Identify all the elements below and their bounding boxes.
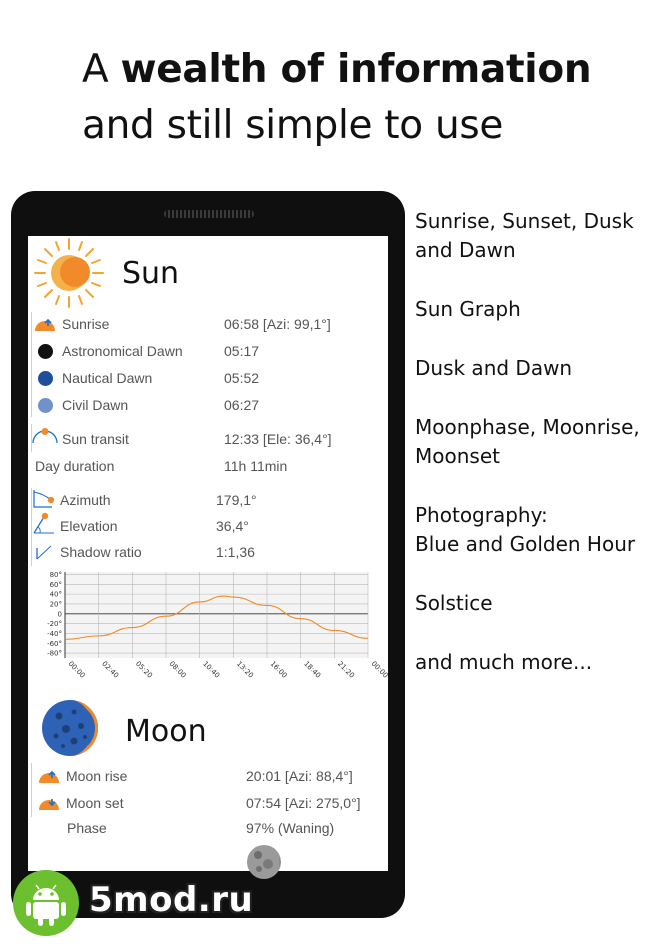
chart-y-tick-label: -80° bbox=[47, 649, 62, 658]
feature-item: Dusk and Dawn bbox=[415, 356, 573, 380]
row-value: 05:17 bbox=[224, 343, 260, 359]
civil-dawn-dot-icon bbox=[38, 398, 53, 413]
row-value: 06:27 bbox=[224, 397, 260, 413]
chart-y-tick-label: -20° bbox=[47, 620, 62, 629]
moon-phase-icon bbox=[246, 844, 282, 880]
chart-x-tick-label: 10:40 bbox=[201, 659, 222, 680]
sun-elevation-chart[interactable] bbox=[33, 568, 390, 688]
sun-row-elevation bbox=[28, 515, 388, 539]
moon-title: Moon bbox=[125, 714, 207, 749]
headline-line-2: and still simple to use bbox=[82, 103, 504, 148]
row-label: Phase bbox=[67, 820, 107, 836]
nautical-dawn-dot-icon bbox=[38, 371, 53, 386]
chart-x-tick-label: 00:00 bbox=[369, 659, 390, 680]
moon-row-phase bbox=[28, 817, 388, 841]
row-value: 06:58 [Azi: 99,1°] bbox=[224, 316, 331, 332]
sun-row-sunrise bbox=[28, 313, 388, 337]
phone-frame bbox=[11, 191, 405, 918]
row-value: 1:1,36 bbox=[216, 544, 255, 560]
sun-row-azimuth bbox=[28, 489, 388, 513]
sun-icon bbox=[32, 236, 106, 310]
headline-line-1 bbox=[82, 42, 591, 98]
row-label: Sun transit bbox=[62, 431, 129, 447]
watermark-brand: 5mod.ru bbox=[89, 880, 254, 920]
feature-item: Sunrise, Sunset, Dusk and Dawn bbox=[415, 209, 634, 262]
sun-row-astronomical-dawn bbox=[28, 340, 388, 364]
azimuth-icon bbox=[32, 488, 56, 508]
feature-item: Moonphase, Moonrise, Moonset bbox=[415, 415, 640, 468]
row-label: Civil Dawn bbox=[62, 397, 129, 413]
row-label: Azimuth bbox=[60, 492, 111, 508]
chart-y-tick-label: 0 bbox=[57, 610, 62, 619]
row-value: 179,1° bbox=[216, 492, 257, 508]
sun-row-civil-dawn bbox=[28, 394, 388, 418]
moonrise-icon bbox=[38, 770, 60, 784]
row-value: 20:01 [Azi: 88,4°] bbox=[246, 768, 353, 784]
chart-x-tick-label: 00:00 bbox=[66, 659, 87, 680]
moon-row-moonset bbox=[28, 792, 388, 816]
sun-title: Sun bbox=[122, 256, 180, 291]
chart-y-tick-label: -40° bbox=[47, 629, 62, 638]
moon-row-moonrise bbox=[28, 765, 388, 789]
row-label: Moon set bbox=[66, 795, 124, 811]
app-screen[interactable] bbox=[28, 236, 388, 871]
row-label: Nautical Dawn bbox=[62, 370, 153, 386]
chart-x-tick-label: 21:20 bbox=[335, 659, 356, 680]
sun-row-shadow-ratio bbox=[28, 541, 388, 565]
chart-x-tick-label: 05:20 bbox=[133, 659, 154, 680]
astronomical-dawn-dot-icon bbox=[38, 344, 53, 359]
chart-plot-area bbox=[65, 572, 368, 658]
feature-item: Photography: Blue and Golden Hour bbox=[415, 503, 636, 556]
android-robot-icon bbox=[13, 870, 79, 936]
row-label: Shadow ratio bbox=[60, 544, 142, 560]
chart-y-tick-label: 60° bbox=[49, 580, 62, 589]
android-badge bbox=[13, 870, 79, 936]
headline-prefix: A bbox=[82, 47, 121, 92]
chart-x-tick-label: 13:20 bbox=[234, 659, 255, 680]
row-label: Day duration bbox=[35, 458, 115, 474]
row-value: 36,4° bbox=[216, 518, 249, 534]
headline-bold: wealth of information bbox=[120, 47, 592, 92]
row-label: Sunrise bbox=[62, 316, 110, 332]
chart-x-tick-label: 02:40 bbox=[100, 659, 121, 680]
feature-item: Sun Graph bbox=[415, 297, 521, 321]
headline bbox=[82, 42, 591, 154]
feature-item: Solstice bbox=[415, 591, 493, 615]
sunrise-icon bbox=[34, 318, 56, 332]
shadow-ratio-icon bbox=[34, 540, 54, 560]
row-label: Moon rise bbox=[66, 768, 128, 784]
sun-row-nautical-dawn bbox=[28, 367, 388, 391]
chart-y-tick-label: 80° bbox=[49, 570, 62, 579]
row-label: Astronomical Dawn bbox=[62, 343, 183, 359]
moon-icon bbox=[41, 699, 99, 757]
row-value: 12:33 [Ele: 36,4°] bbox=[224, 431, 332, 447]
feature-list bbox=[415, 207, 665, 707]
chart-y-tick-label: 20° bbox=[49, 600, 62, 609]
sun-row-day-duration bbox=[28, 455, 388, 479]
elevation-icon bbox=[32, 512, 56, 534]
row-value: 97% (Waning) bbox=[246, 820, 335, 836]
row-label: Elevation bbox=[60, 518, 118, 534]
chart-x-tick-label: 16:00 bbox=[268, 659, 289, 680]
moonset-icon bbox=[38, 797, 60, 811]
sun-row-transit bbox=[28, 428, 388, 452]
chart-x-tick-label: 08:00 bbox=[167, 659, 188, 680]
sun-transit-icon bbox=[32, 428, 58, 444]
row-value: 11h 11min bbox=[224, 458, 288, 474]
chart-y-tick-label: 40° bbox=[49, 590, 62, 599]
row-value: 07:54 [Azi: 275,0°] bbox=[246, 795, 361, 811]
feature-item: and much more... bbox=[415, 650, 593, 674]
row-value: 05:52 bbox=[224, 370, 260, 386]
chart-y-tick-label: -60° bbox=[47, 639, 62, 648]
phone-speaker bbox=[164, 210, 254, 218]
chart-x-tick-label: 18:40 bbox=[302, 659, 323, 680]
